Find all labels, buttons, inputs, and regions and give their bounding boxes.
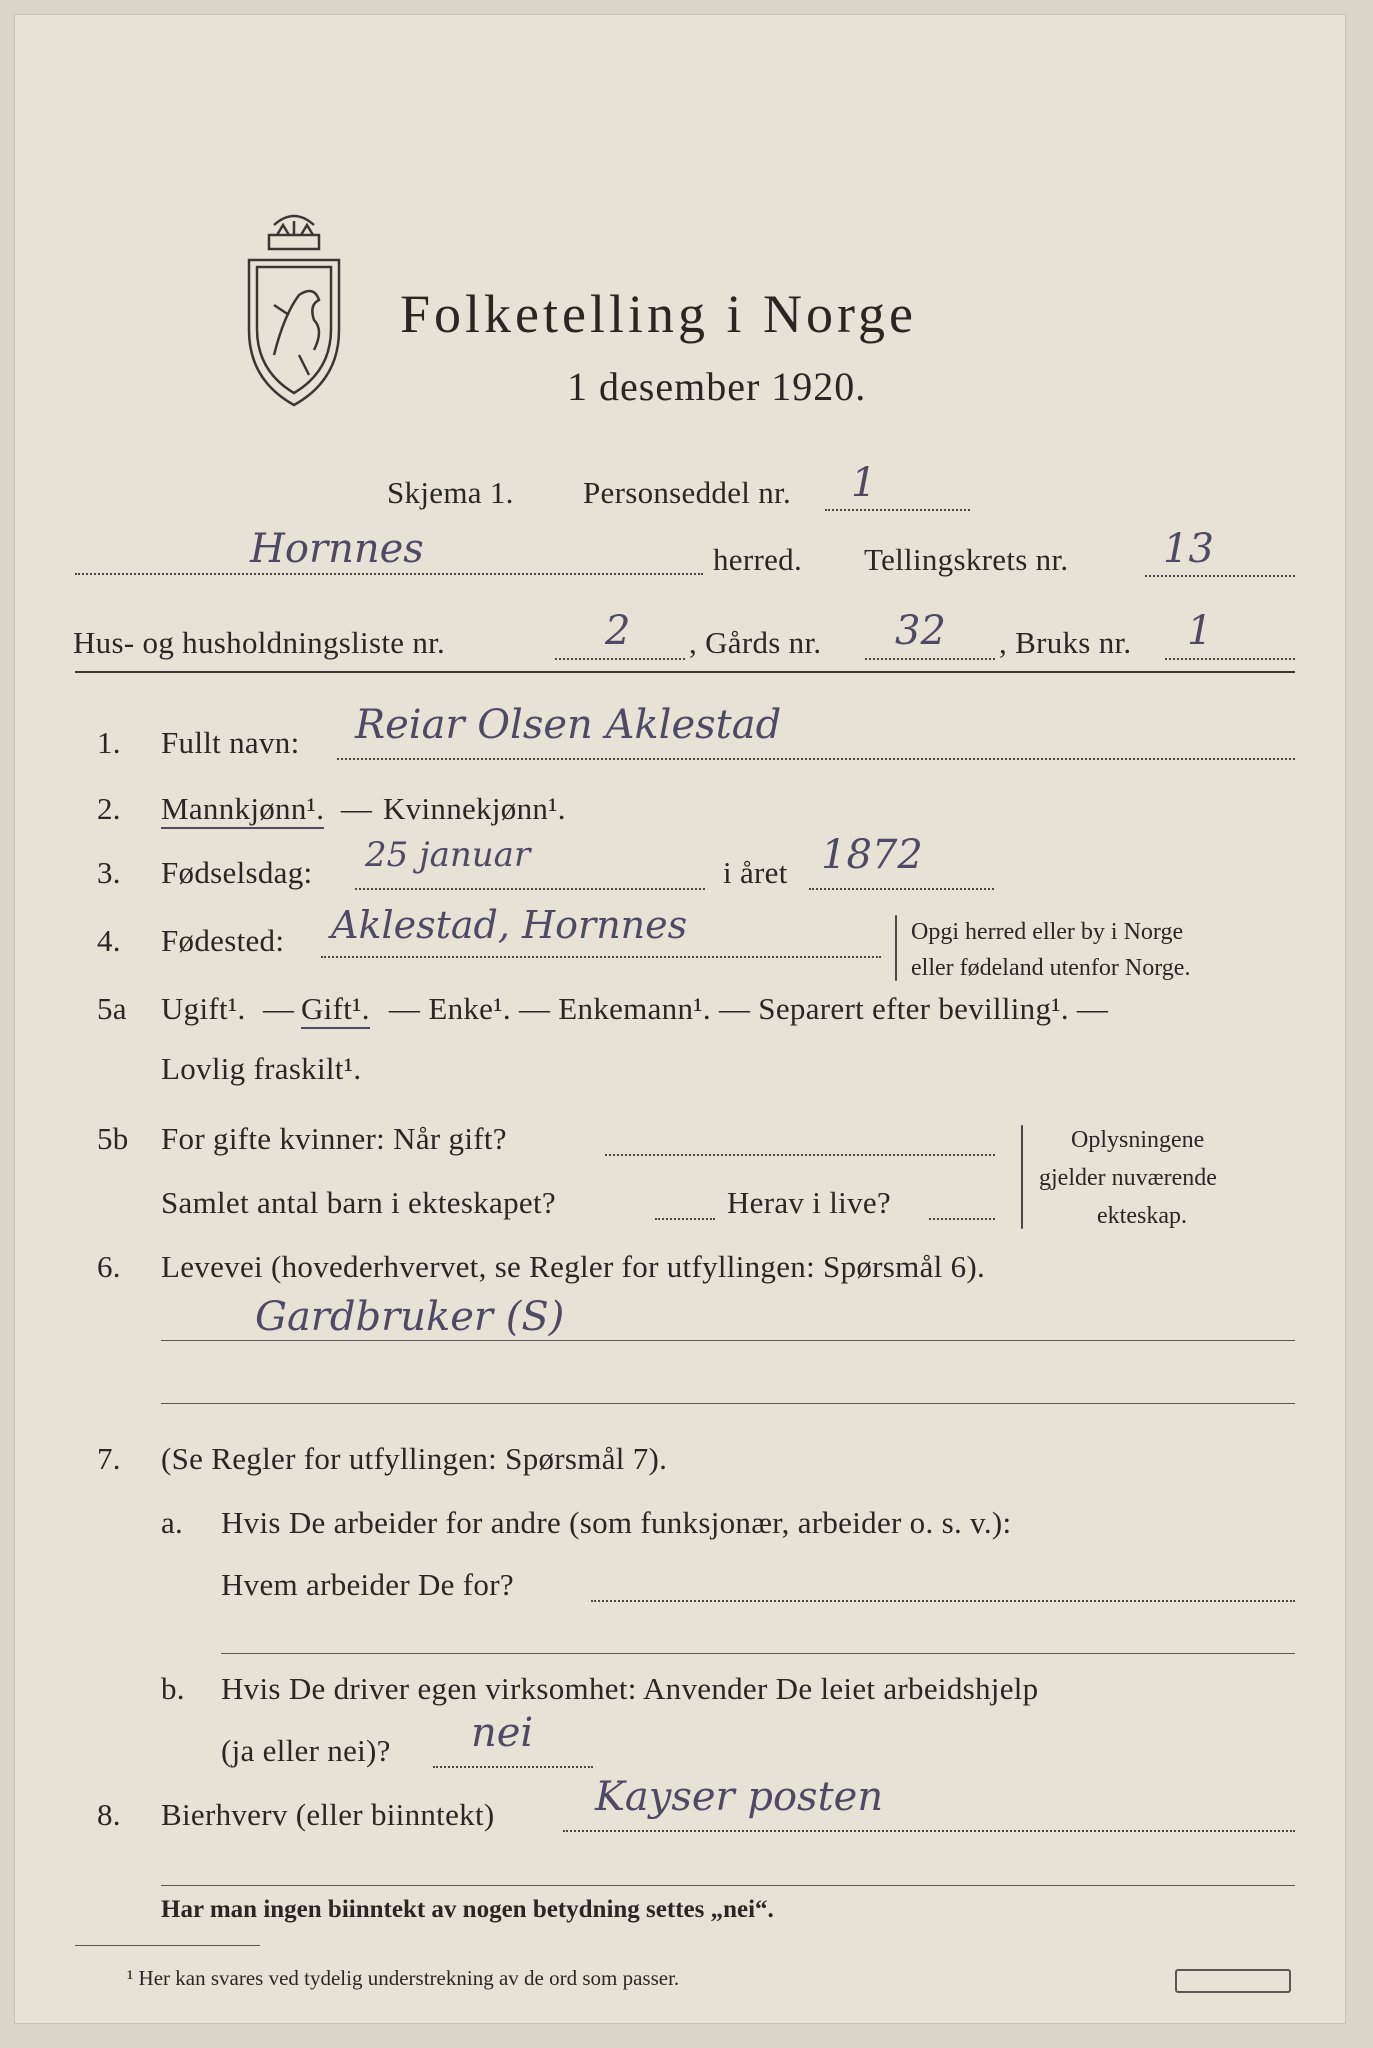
q5b-note-line2: gjelder nuværende xyxy=(1039,1165,1217,1191)
herred-line xyxy=(75,573,703,575)
q5b-children-label: Samlet antal barn i ekteskapet? xyxy=(161,1185,556,1220)
q7-label: (Se Regler for utfyllingen: Spørsmål 7). xyxy=(161,1441,668,1476)
side-income-value[interactable]: Kayser posten xyxy=(595,1774,884,1820)
printer-stamp xyxy=(1175,1969,1291,1993)
q4-note-brace xyxy=(895,915,897,981)
status-fraskilt-option[interactable]: Lovlig fraskilt¹. xyxy=(161,1051,362,1086)
personseddel-label: Personseddel nr. xyxy=(583,475,791,510)
birthplace-value[interactable]: Aklestad, Hornnes xyxy=(331,903,688,947)
bruks-value[interactable]: 1 xyxy=(1187,608,1213,654)
tellingskrets-value[interactable]: 13 xyxy=(1163,526,1214,572)
gards-value[interactable]: 32 xyxy=(895,608,946,654)
husliste-label: Hus- og husholdningsliste nr. xyxy=(73,625,446,660)
herred-label: herred. xyxy=(713,542,803,577)
coat-of-arms-icon xyxy=(229,205,359,415)
q1-line xyxy=(337,758,1295,760)
census-date: 1 desember 1920. xyxy=(567,364,867,409)
occupation-value[interactable]: Gardbruker (S) xyxy=(255,1294,565,1340)
tellingskrets-label: Tellingskrets nr. xyxy=(864,542,1069,577)
birth-year-value[interactable]: 1872 xyxy=(821,832,923,878)
status-gift-option[interactable]: Gift¹. xyxy=(301,991,370,1029)
q6-line1 xyxy=(161,1340,1295,1341)
q8-line xyxy=(563,1830,1295,1832)
q1-label: Fullt navn: xyxy=(161,725,300,760)
birthday-value[interactable]: 25 januar xyxy=(365,835,531,875)
husliste-value[interactable]: 2 xyxy=(605,608,631,654)
q1-number: 1. xyxy=(97,725,121,760)
q3-label: Fødselsdag: xyxy=(161,855,313,890)
birth-year-line xyxy=(809,888,994,890)
q5b-alive-line xyxy=(929,1218,995,1220)
q6-number: 6. xyxy=(97,1249,121,1284)
q7a-employer-line[interactable] xyxy=(591,1600,1295,1602)
gards-label: , Gårds nr. xyxy=(689,625,822,660)
q4-number: 4. xyxy=(97,923,121,958)
form-title: Folketelling i Norge xyxy=(400,284,917,344)
q5b-married-when-label: For gifte kvinner: Når gift? xyxy=(161,1121,507,1156)
gards-line xyxy=(865,658,995,660)
q5b-children-line xyxy=(655,1218,715,1220)
sex-female-option[interactable]: Kvinnekjønn¹. xyxy=(383,791,566,826)
q4-line xyxy=(321,956,881,958)
q5a-number: 5a xyxy=(97,991,127,1026)
status-other-options[interactable]: — Enke¹. — Enkemann¹. — Separert efter bevilling¹. — xyxy=(389,991,1109,1026)
header-divider xyxy=(75,671,1295,673)
q7a-extra-line xyxy=(221,1653,1295,1654)
q3-line xyxy=(355,888,705,890)
q7b-answer-line xyxy=(433,1766,593,1768)
q7b-number: b. xyxy=(161,1671,185,1706)
footnote-rule xyxy=(75,1945,260,1946)
q5b-married-when-line xyxy=(605,1154,995,1156)
q8-label: Bierhverv (eller biinntekt) xyxy=(161,1797,495,1832)
footnote: ¹ Her kan svares ved tydelig understrekning av de ord som passer. xyxy=(127,1966,680,1990)
herred-value[interactable]: Hornnes xyxy=(250,526,424,572)
q4-note-line2: eller fødeland utenfor Norge. xyxy=(911,955,1191,981)
sex-male-option[interactable]: Mannkjønn¹. xyxy=(161,791,324,829)
census-form xyxy=(14,14,1346,2024)
status-ugift-option[interactable]: Ugift¹. xyxy=(161,991,246,1026)
q5b-alive-label: Herav i live? xyxy=(727,1185,891,1220)
husliste-line xyxy=(555,658,685,660)
q7-number: 7. xyxy=(97,1441,121,1476)
schema-label: Skjema 1. xyxy=(387,475,514,510)
q7b-line2: (ja eller nei)? xyxy=(221,1733,391,1768)
q6-line2 xyxy=(161,1403,1295,1404)
hired-help-value[interactable]: nei xyxy=(471,1710,534,1756)
q7a-line1: Hvis De arbeider for andre (som funksjonær, arbeider o. s. v.): xyxy=(221,1505,1012,1540)
personseddel-value[interactable]: 1 xyxy=(851,460,877,506)
birth-year-label: i året xyxy=(723,855,788,890)
q5b-note-line3: ekteskap. xyxy=(1097,1203,1187,1229)
q4-note-line1: Opgi herred eller by i Norge xyxy=(911,919,1184,945)
sex-separator: — xyxy=(341,791,373,826)
bruks-label: , Bruks nr. xyxy=(999,625,1132,660)
q7a-line2: Hvem arbeider De for? xyxy=(221,1567,514,1602)
footer-note: Har man ingen biinntekt av nogen betydning settes „nei“. xyxy=(161,1896,774,1923)
q8-extra-line xyxy=(161,1885,1295,1886)
q6-label: Levevei (hovederhvervet, se Regler for utfyllingen: Spørsmål 6). xyxy=(161,1249,986,1284)
q7a-number: a. xyxy=(161,1505,184,1540)
full-name-value[interactable]: Reiar Olsen Aklestad xyxy=(355,702,782,748)
q5b-number: 5b xyxy=(97,1121,129,1156)
status-dash: — xyxy=(263,991,295,1026)
tellingskrets-line xyxy=(1145,575,1295,577)
q5b-note-brace xyxy=(1021,1125,1023,1229)
bruks-line xyxy=(1165,658,1295,660)
q3-number: 3. xyxy=(97,855,121,890)
q8-number: 8. xyxy=(97,1797,121,1832)
personseddel-line xyxy=(825,509,970,511)
q2-number: 2. xyxy=(97,791,121,826)
q4-label: Fødested: xyxy=(161,923,285,958)
q5b-note-line1: Oplysningene xyxy=(1071,1127,1205,1153)
q7b-line1: Hvis De driver egen virksomhet: Anvender De leiet arbeidshjelp xyxy=(221,1671,1039,1706)
